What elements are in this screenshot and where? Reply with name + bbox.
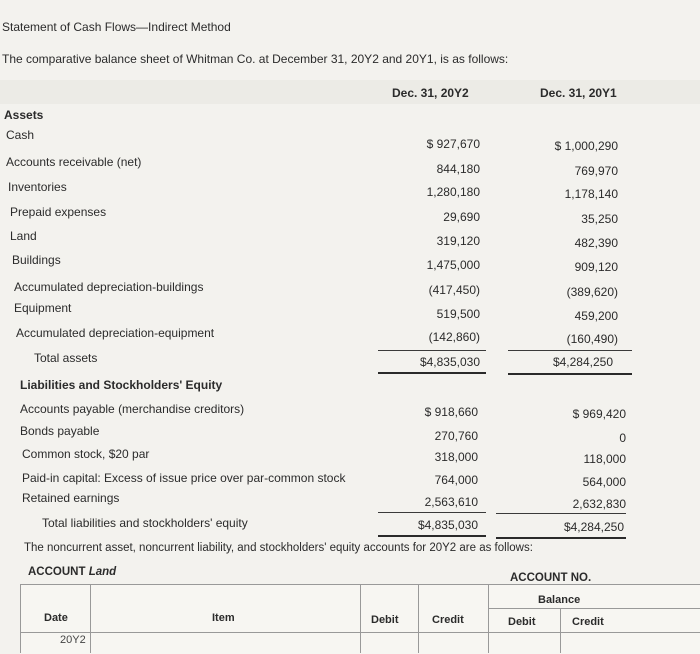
total-assets-20y1: $4,284,250 <box>552 355 613 369</box>
asset-row-20y1: (389,620) <box>566 285 618 299</box>
asset-row-20y2: (142,860) <box>428 330 480 344</box>
total-liabilities-label: Total liabilities and stockholders' equity <box>42 516 248 530</box>
liability-row-20y1: 564,000 <box>582 475 626 489</box>
asset-row-20y2: 1,475,000 <box>426 258 480 272</box>
ledger-debit-header: Debit <box>371 614 399 626</box>
liability-row-20y2: 2,563,610 <box>424 495 478 509</box>
asset-row-20y1: 482,390 <box>574 236 618 250</box>
liability-row-20y2: 764,000 <box>434 473 478 487</box>
ledger-divider-debit <box>418 584 419 653</box>
asset-row-20y2: 29,690 <box>443 210 480 224</box>
note-text: The noncurrent asset, noncurrent liability, and stockholders' equity accounts for 20Y2 are as follows: <box>24 542 533 554</box>
column-header-20y2: Dec. 31, 20Y2 <box>392 86 469 100</box>
ledger-balance-debit-header: Debit <box>508 616 536 628</box>
total-assets-label: Total assets <box>34 351 98 365</box>
asset-row-20y2: 844,180 <box>436 162 480 176</box>
ledger-credit-header: Credit <box>432 614 464 626</box>
total-assets-20y2: $4,835,030 <box>419 355 480 369</box>
liability-row-20y1: 0 <box>619 431 626 445</box>
assets-total-double-rule-20y1 <box>508 373 632 375</box>
account-word: ACCOUNT <box>28 566 86 578</box>
ledger-year-cell: 20Y2 <box>60 634 86 646</box>
asset-row-label: Prepaid expenses <box>10 205 107 219</box>
asset-row-label: Equipment <box>14 301 72 315</box>
assets-heading: Assets <box>4 108 44 122</box>
asset-row-label: Accumulated depreciation-buildings <box>14 280 204 294</box>
ledger-balance-header: Balance <box>538 594 581 606</box>
asset-row-label: Inventories <box>8 180 67 194</box>
liability-row-label: Retained earnings <box>22 491 120 505</box>
asset-row-label: Accumulated depreciation-equipment <box>16 326 215 340</box>
intro-text: The comparative balance sheet of Whitman Co. at December 31, 20Y2 and 20Y1, is as follows: <box>2 52 509 66</box>
account-name: Land <box>88 566 117 578</box>
liab-total-double-rule-20y2 <box>378 535 486 537</box>
asset-row-20y2: 1,280,180 <box>426 185 480 199</box>
liability-row-20y1: 2,632,830 <box>572 497 626 511</box>
asset-row-label: Accounts receivable (net) <box>6 155 142 169</box>
liability-row-20y2: 318,000 <box>434 450 478 464</box>
asset-row-20y1: $ 1,000,290 <box>554 139 618 153</box>
liabilities-heading: Liabilities and Stockholders' Equity <box>20 378 223 392</box>
ledger-divider-bal-debit <box>560 608 561 653</box>
liability-row-label: Bonds payable <box>20 424 100 438</box>
ledger-divider-date <box>90 584 91 653</box>
asset-row-20y1: 459,200 <box>574 309 618 323</box>
asset-row-20y2: 519,500 <box>436 307 480 321</box>
column-header-20y1: Dec. 31, 20Y1 <box>540 86 617 100</box>
asset-row-20y1: 1,178,140 <box>564 187 618 201</box>
account-number-label: ACCOUNT NO. <box>510 572 592 584</box>
ledger-header-bottom <box>20 632 700 633</box>
ledger-divider-credit <box>488 584 489 653</box>
asset-row-20y2: (417,450) <box>428 283 480 297</box>
asset-row-20y2: 319,120 <box>436 234 480 248</box>
total-liabilities-20y2: $4,835,030 <box>417 518 478 532</box>
liability-row-label: Paid-in capital: Excess of issue price over par-common stock <box>22 471 346 485</box>
asset-row-20y1: 769,970 <box>574 164 618 178</box>
total-liabilities-20y1: $4,284,250 <box>563 520 624 534</box>
liability-row-label: Common stock, $20 par <box>22 447 150 461</box>
asset-row-label: Cash <box>6 128 35 142</box>
account-label <box>28 566 116 578</box>
asset-row-20y1: (160,490) <box>566 332 618 346</box>
asset-row-label: Buildings <box>12 253 61 267</box>
asset-row-20y1: 909,120 <box>574 260 618 274</box>
ledger-item-header: Item <box>212 612 235 624</box>
liability-row-20y2: $ 918,660 <box>424 405 478 419</box>
ledger-date-header: Date <box>44 612 68 624</box>
liab-subtotal-rule-20y1 <box>496 513 626 514</box>
ledger-border-left <box>20 584 21 653</box>
assets-subtotal-rule-20y1 <box>508 350 632 351</box>
asset-row-label: Land <box>10 229 37 243</box>
assets-total-double-rule-20y2 <box>378 372 486 374</box>
ledger-divider-item <box>360 584 361 653</box>
page-title: Statement of Cash Flows—Indirect Method <box>2 20 231 34</box>
liability-row-20y1: 118,000 <box>583 452 626 466</box>
ledger-balance-credit-header: Credit <box>572 616 604 628</box>
asset-row-20y2: $ 927,670 <box>426 137 480 151</box>
liability-row-20y2: 270,760 <box>434 429 478 443</box>
liability-row-label: Accounts payable (merchandise creditors) <box>20 402 245 416</box>
ledger-balance-underline <box>488 608 700 609</box>
liab-total-double-rule-20y1 <box>496 537 626 539</box>
liab-subtotal-rule-20y2 <box>378 512 486 513</box>
asset-row-20y1: 35,250 <box>581 212 618 226</box>
liability-row-20y1: $ 969,420 <box>572 407 626 421</box>
assets-subtotal-rule-20y2 <box>378 350 486 351</box>
